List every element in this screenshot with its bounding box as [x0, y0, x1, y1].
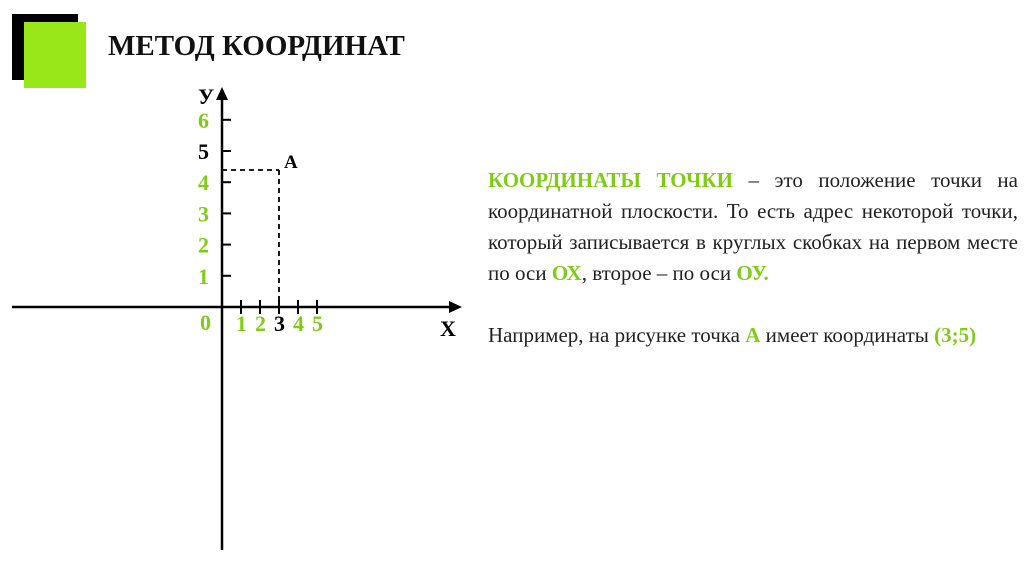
definition-text-block: [488, 165, 1018, 351]
x-axis-label: X: [440, 316, 456, 341]
y-tick-label: 1: [198, 263, 209, 289]
example-paragraph: [488, 320, 1018, 351]
definition-paragraph: [488, 165, 1018, 289]
x-tick-label: 4: [293, 311, 304, 336]
x-tick-label: 1: [236, 311, 247, 336]
x-axis-arrow: [449, 301, 462, 313]
y-tick-label: 5: [198, 139, 209, 164]
definition-text-2: , второе – по оси: [581, 261, 737, 285]
origin-label: 0: [200, 310, 211, 335]
coordinate-plane: [0, 0, 470, 574]
x-tick-label: 2: [255, 311, 266, 336]
y-axis-arrow: [216, 87, 228, 100]
y-tick-label: 6: [198, 107, 209, 133]
definition-term: КООРДИНАТЫ ТОЧКИ: [488, 168, 734, 192]
y-axis-label: У: [198, 84, 215, 109]
y-tick-label: 3: [198, 201, 209, 227]
example-coordinates: (3;5): [934, 323, 977, 347]
x-tick-label: 5: [312, 311, 323, 336]
axis-ox-highlight: ОХ: [551, 261, 582, 285]
definition-text-1: – это положение точки на координатной плоскости. То есть адрес некоторой точки, который записывается в круглых скобках на первом месте по оси: [488, 168, 1018, 285]
example-point-name: А: [745, 323, 761, 347]
example-text-1: Например, на рисунке точка: [488, 323, 746, 347]
axis-oy-highlight: ОУ.: [736, 261, 769, 285]
point-a-label: А: [284, 152, 298, 173]
page-title: МЕТОД КООРДИНАТ: [108, 30, 405, 62]
y-tick-label: 4: [198, 170, 209, 196]
x-tick-label: 3: [274, 311, 285, 336]
y-tick-label: 2: [198, 232, 209, 258]
example-text-2: имеет координаты: [760, 323, 935, 347]
